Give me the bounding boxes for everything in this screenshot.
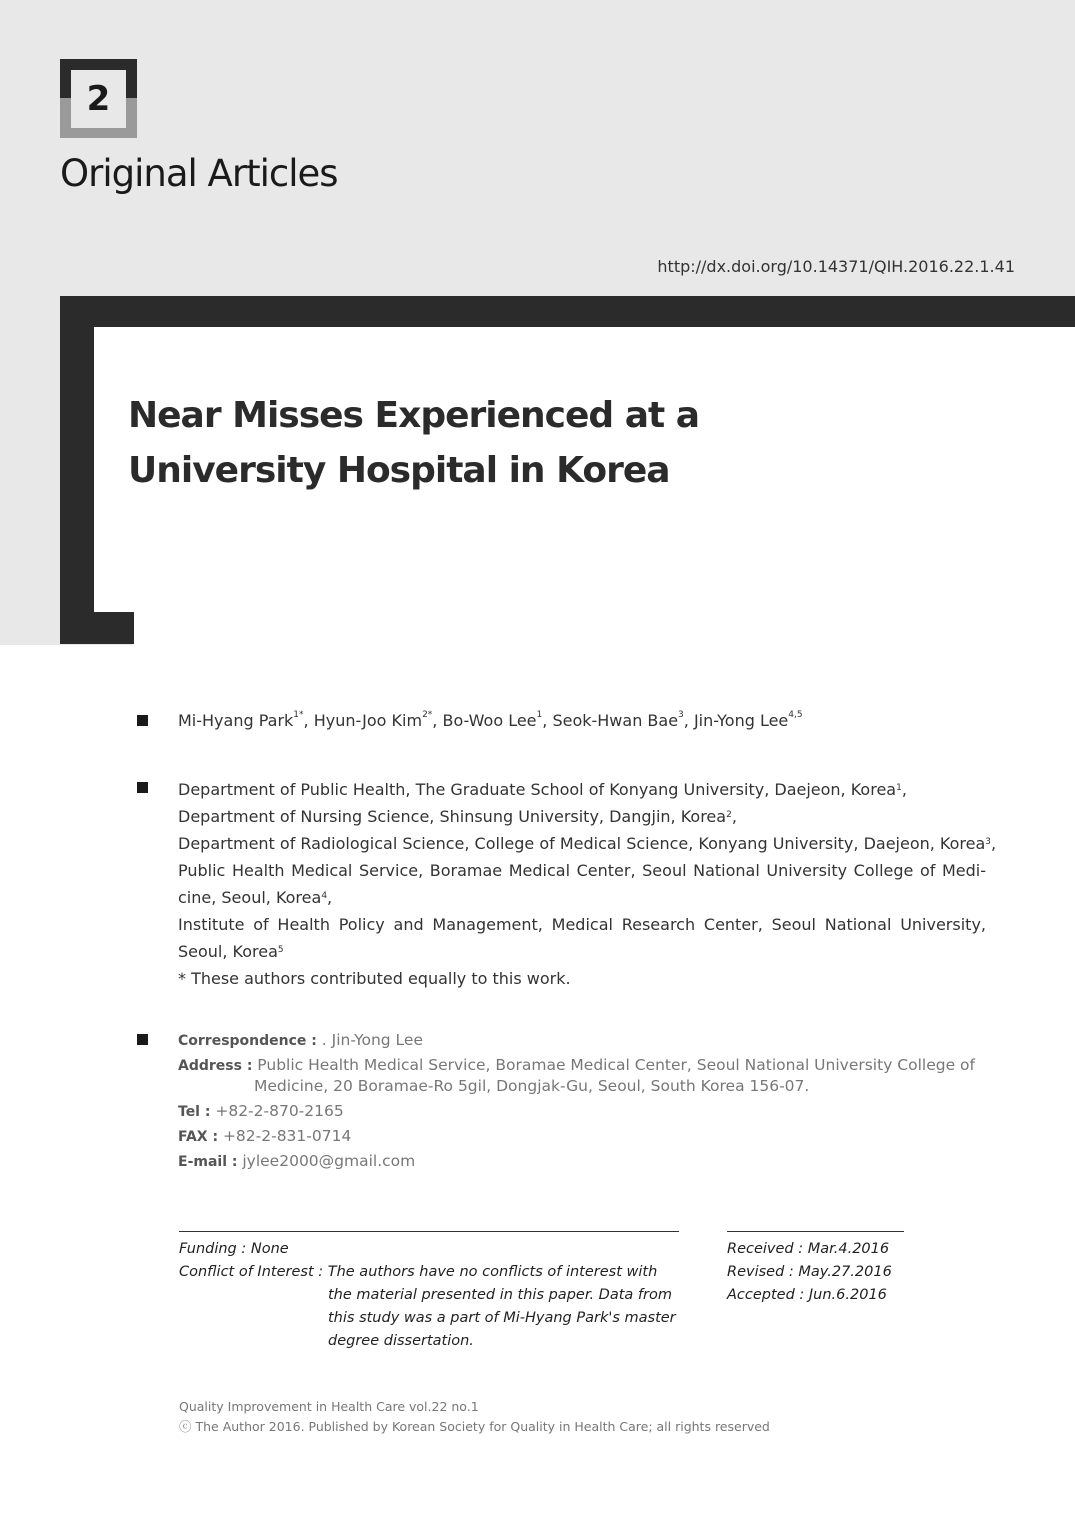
author-sep: , — [303, 711, 314, 730]
author-sep: , — [683, 711, 694, 730]
correspondence-name: . Jin-Yong Lee — [321, 1031, 423, 1049]
received-date: Received : Mar.4.2016 — [727, 1241, 890, 1257]
affiliation-5-line2 — [178, 938, 986, 965]
affiliations-bullet — [137, 782, 148, 793]
conflict-line2: the material presented in this paper. Data from — [328, 1287, 672, 1303]
doi-link[interactable]: http://dx.doi.org/10.14371/QIH.2016.22.1.41 — [657, 257, 1015, 276]
conflict-line4: degree dissertation. — [328, 1333, 474, 1349]
affiliation-text: Department of Radiological Science, College of Medical Science, Konyang University, Daejeon, Korea — [178, 834, 986, 853]
correspondence-row — [178, 1030, 988, 1055]
affiliation-text: Department of Public Health, The Graduate School of Konyang University, Daejeon, Korea — [178, 780, 897, 799]
accepted-date: Accepted : Jun.6.2016 — [727, 1287, 887, 1303]
affiliation-comma: , — [901, 780, 907, 799]
author-sep: , — [542, 711, 553, 730]
journal-info: Quality Improvement in Health Care vol.22 no.1 — [179, 1399, 479, 1414]
author-sup: 3 — [678, 710, 684, 720]
copyright-notice: ⓒ The Author 2016. Published by Korean Society for Quality in Health Care; all rights reserved — [179, 1419, 770, 1434]
author-sup: 1* — [293, 710, 304, 720]
author-sup: 2* — [422, 710, 433, 720]
equal-contribution-note: * These authors contributed equally to this work. — [178, 969, 571, 988]
section-number-box — [60, 59, 137, 138]
affiliation-text: Department of Nursing Science, Shinsung University, Dangjin, Korea — [178, 807, 727, 826]
affiliation-comma: , — [327, 888, 333, 907]
affiliation-5-line1: Institute of Health Policy and Management, Medical Research Center, Seoul National University, — [178, 915, 986, 934]
author-name: Hyun-Joo Kim — [313, 711, 423, 730]
correspondence-label: Correspondence : — [178, 1033, 322, 1049]
conflict-line1: Conflict of Interest : The authors have no conflicts of interest with — [179, 1264, 658, 1280]
email-link[interactable]: jylee2000@gmail.com — [242, 1152, 416, 1170]
article-title-line2: University Hospital in Korea — [128, 450, 670, 491]
affiliation-list — [178, 776, 997, 992]
correspondence-block — [178, 1030, 988, 1176]
conflict-line3: this study was a part of Mi-Hyang Park's master — [328, 1310, 676, 1326]
affiliation-sup: 4 — [321, 891, 328, 901]
address-line2: Medicine, 20 Boramae-Ro 5gil, Dongjak-Gu, Seoul, South Korea 156-07. — [254, 1077, 810, 1095]
address-line1: Public Health Medical Service, Boramae Medical Center, Seoul National University College of — [257, 1056, 975, 1074]
affiliation-comma: , — [731, 807, 737, 826]
fax-value: +82-2-831-0714 — [222, 1127, 352, 1145]
affiliation-1 — [178, 776, 986, 803]
fax-row — [178, 1126, 988, 1151]
frame-top-bar — [60, 296, 1075, 327]
frame-foot-bar — [60, 612, 134, 644]
affiliation-4-line1: Public Health Medical Service, Boramae Medical Center, Seoul National University College of Medi- — [178, 861, 986, 880]
affiliation-2 — [178, 803, 986, 830]
section-title: Original Articles — [60, 152, 338, 195]
funding-text: Funding : None — [179, 1241, 289, 1257]
affiliation-sup: 3 — [985, 837, 992, 847]
revised-date: Revised : May.27.2016 — [727, 1264, 892, 1280]
author-name: Seok-Hwan Bae — [552, 711, 679, 730]
affiliation-sup: 5 — [277, 945, 284, 955]
tel-value: +82-2-870-2165 — [215, 1102, 344, 1120]
article-title-line1: Near Misses Experienced at a — [128, 395, 700, 436]
article-title — [128, 388, 699, 498]
title-panel-lower — [134, 612, 1075, 645]
author-sup: 1 — [536, 710, 543, 720]
email-label: E-mail : — [178, 1154, 243, 1170]
email-row — [178, 1151, 988, 1176]
authors-bullet — [137, 715, 148, 726]
author-name: Mi-Hyang Park — [178, 711, 294, 730]
frame-left-bar — [60, 296, 94, 644]
affiliation-comma: , — [991, 834, 997, 853]
section-number: 2 — [86, 79, 111, 119]
author-name: Jin-Yong Lee — [693, 711, 789, 730]
affiliation-sup: 1 — [896, 783, 902, 793]
author-list — [178, 711, 803, 730]
funding-block — [179, 1238, 676, 1353]
affiliation-4-line2 — [178, 884, 986, 911]
author-sup: 4,5 — [788, 710, 803, 720]
affiliation-text: Seoul, Korea — [178, 942, 278, 961]
funding-divider — [179, 1231, 679, 1232]
dates-block — [727, 1238, 892, 1307]
dates-divider — [727, 1231, 904, 1232]
author-name: Bo-Woo Lee — [442, 711, 537, 730]
tel-label: Tel : — [178, 1104, 216, 1120]
affiliation-text: cine, Seoul, Korea — [178, 888, 322, 907]
author-sep: , — [432, 711, 443, 730]
fax-label: FAX : — [178, 1129, 223, 1145]
page-footer — [179, 1397, 770, 1437]
affiliation-sup: 2 — [726, 810, 732, 820]
address-label: Address : — [178, 1058, 258, 1074]
affiliation-3 — [178, 830, 997, 857]
tel-row — [178, 1101, 988, 1126]
correspondence-bullet — [137, 1034, 148, 1045]
